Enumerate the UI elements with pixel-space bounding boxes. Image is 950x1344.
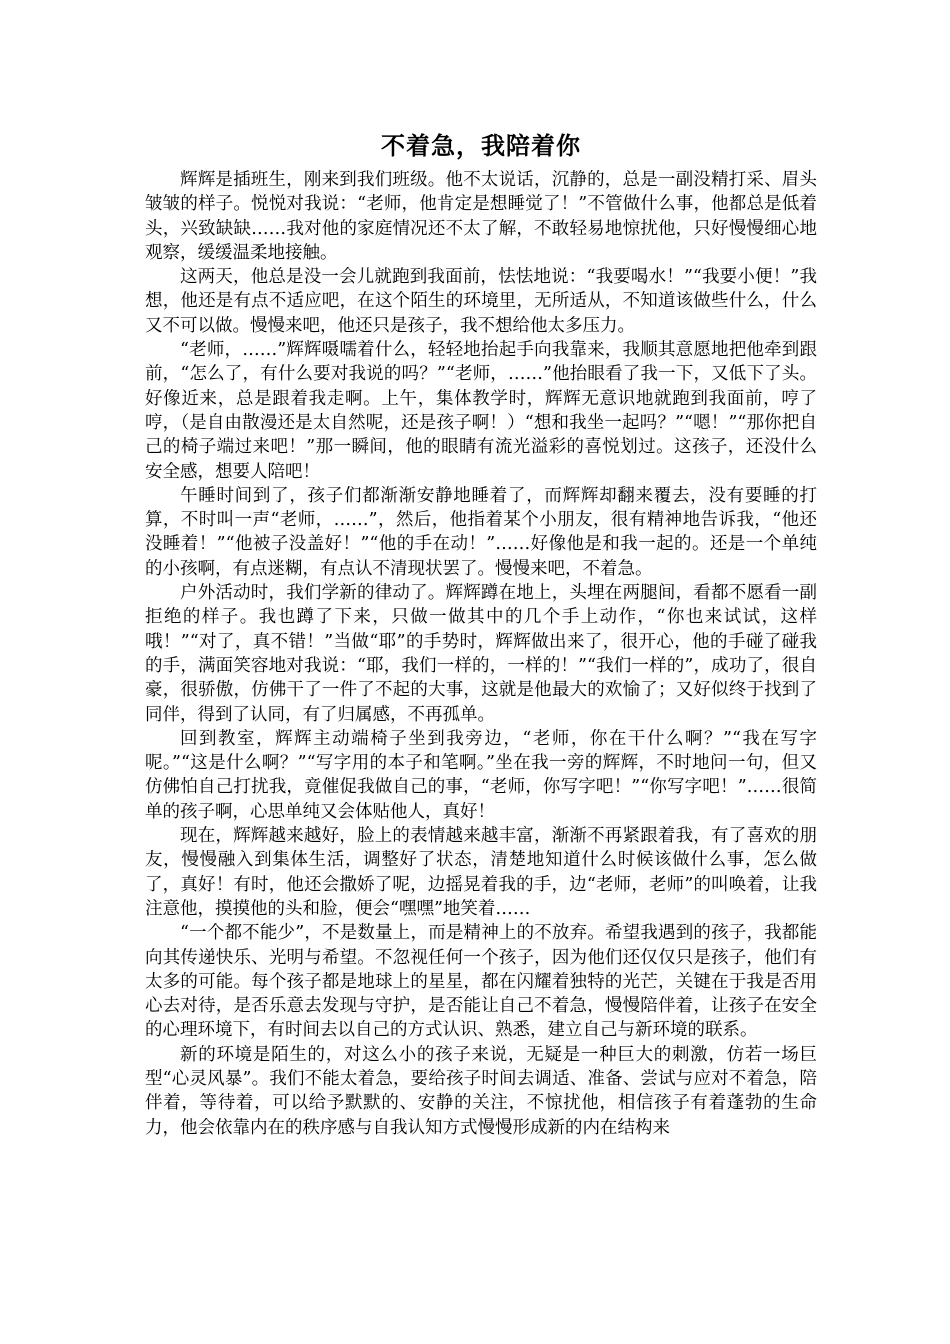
paragraph: 户外活动时，我们学新的律动了。辉辉蹲在地上，头埋在两腿间，看都不愿看一副拒绝的样子。我也蹲了下来，只做一做其中的几个手上动作，“你也来试试，这样哦！”“对了，真不错！”当做“耶”的手势时，辉辉做出来了，很开心，他的手碰了碰我的手，满面笑容地对我说：“耶，我们一样的，一样的！”“我们一样的”，成功了，很自豪，很骄傲，仿佛干了一件了不起的大事，这就是他最大的欢愉了；又好似终于找到了同伴，得到了认同，有了归属感，不再孤单。 [145, 583, 817, 725]
paragraph: 辉辉是插班生，刚来到我们班级。他不太说话，沉静的，总是一副没精打采、眉头皱皱的样子。悦悦对我说：“老师，他肯定是想睡觉了！”不管做什么事，他都总是低着头，兴致缺缺……我对他的家庭情况还不太了解，不敢轻易地惊扰他，只好慢慢细心地观察，缓缓温柔地接触。 [145, 170, 817, 263]
paragraph: 新的环境是陌生的，对这么小的孩子来说，无疑是一种巨大的刺激，仿若一场巨型“心灵风暴”。我们不能太着急，要给孩子时间去调适、准备、尝试与应对不着急，陪伴着，等待着，可以给予默默的、安静的关注，不惊扰他，相信孩子有着蓬勃的生命力，他会依靠内在的秩序感与自我认知方式慢慢形成新的内在结构来 [145, 1044, 817, 1138]
paragraph: “一个都不能少”，不是数量上，而是精神上的不放弃。希望我遇到的孩子，我都能向其传递快乐、光明与希望。不忽视任何一个孩子，因为他们还仅仅只是孩子，他们有太多的可能。每个孩子都是地球上的星星，都在闪耀着独特的光芒，关键在于我是否用心去对待，是否乐意去发现与守护，是否能让自己不着急，慢慢陪伴着，让孩子在安全的心理环境下，有时间去以自己的方式认识、熟悉，建立自己与新环境的联系。 [145, 923, 817, 1041]
paragraph: 午睡时间到了，孩子们都渐渐安静地睡着了，而辉辉却翻来覆去，没有要睡的打算，不时叫一声“老师，……”，然后，他指着某个小朋友，很有精神地告诉我，“他还没睡着！”“他被子没盖好！”“他的手在动！”……好像他是和我一起的。还是一个单纯的小孩啊，有点迷糊，有点认不清现状罢了。慢慢来吧，不着急。 [145, 485, 817, 579]
paragraph: “老师，……”辉辉嗫嚅着什么，轻轻地抬起手向我靠来，我顺其意愿地把他牵到跟前，“怎么了，有什么要对我说的吗？”“老师，……”他抬眼看了我一下，又低下了头。好像近来，总是跟着我走啊。上午，集体教学时，辉辉无意识地就跑到我面前，哼了哼，（是自由散漫还是太自然呢，还是孩子啊！）“想和我坐一起吗？”“嗯！”“那你把自己的椅子端过来吧！”那一瞬间，他的眼睛有流光溢彩的喜悦划过。这孩子，还没什么安全感，想要人陪吧！ [145, 340, 817, 482]
document-page [145, 128, 817, 1140]
paragraph: 回到教室，辉辉主动端椅子坐到我旁边，“老师，你在干什么啊？”“我在写字呢。”“这是什么啊？”“写字用的本子和笔啊。”坐在我一旁的辉辉，不时地问一句，但又仿佛怕自己打扰我，竟催促我做自己的事，“老师，你写字吧！”“你写字吧！”……很简单的孩子啊，心思单纯又会体贴他人，真好！ [145, 728, 817, 822]
article-body [145, 168, 817, 1140]
article-title: 不着急，我陪着你 [381, 132, 581, 160]
paragraph: 这两天，他总是没一会儿就跑到我面前，怯怯地说：“我要喝水！”“我要小便！”我想，他还是有点不适应吧，在这个陌生的环境里，无所适从，不知道该做些什么，什么又不可以做。慢慢来吧，他还只是孩子，我不想给他太多压力。 [145, 267, 817, 336]
paragraph: 现在，辉辉越来越好，脸上的表情越来越丰富，渐渐不再紧跟着我，有了喜欢的朋友，慢慢融入到集体生活，调整好了状态，清楚地知道什么时候该做什么事，怎么做了，真好！有时，他还会撒娇了呢，边摇晃着我的手，边“老师，老师”的叫唤着，让我注意他，摸摸他的头和脸，便会“嘿嘿”地笑着…… [145, 826, 817, 919]
